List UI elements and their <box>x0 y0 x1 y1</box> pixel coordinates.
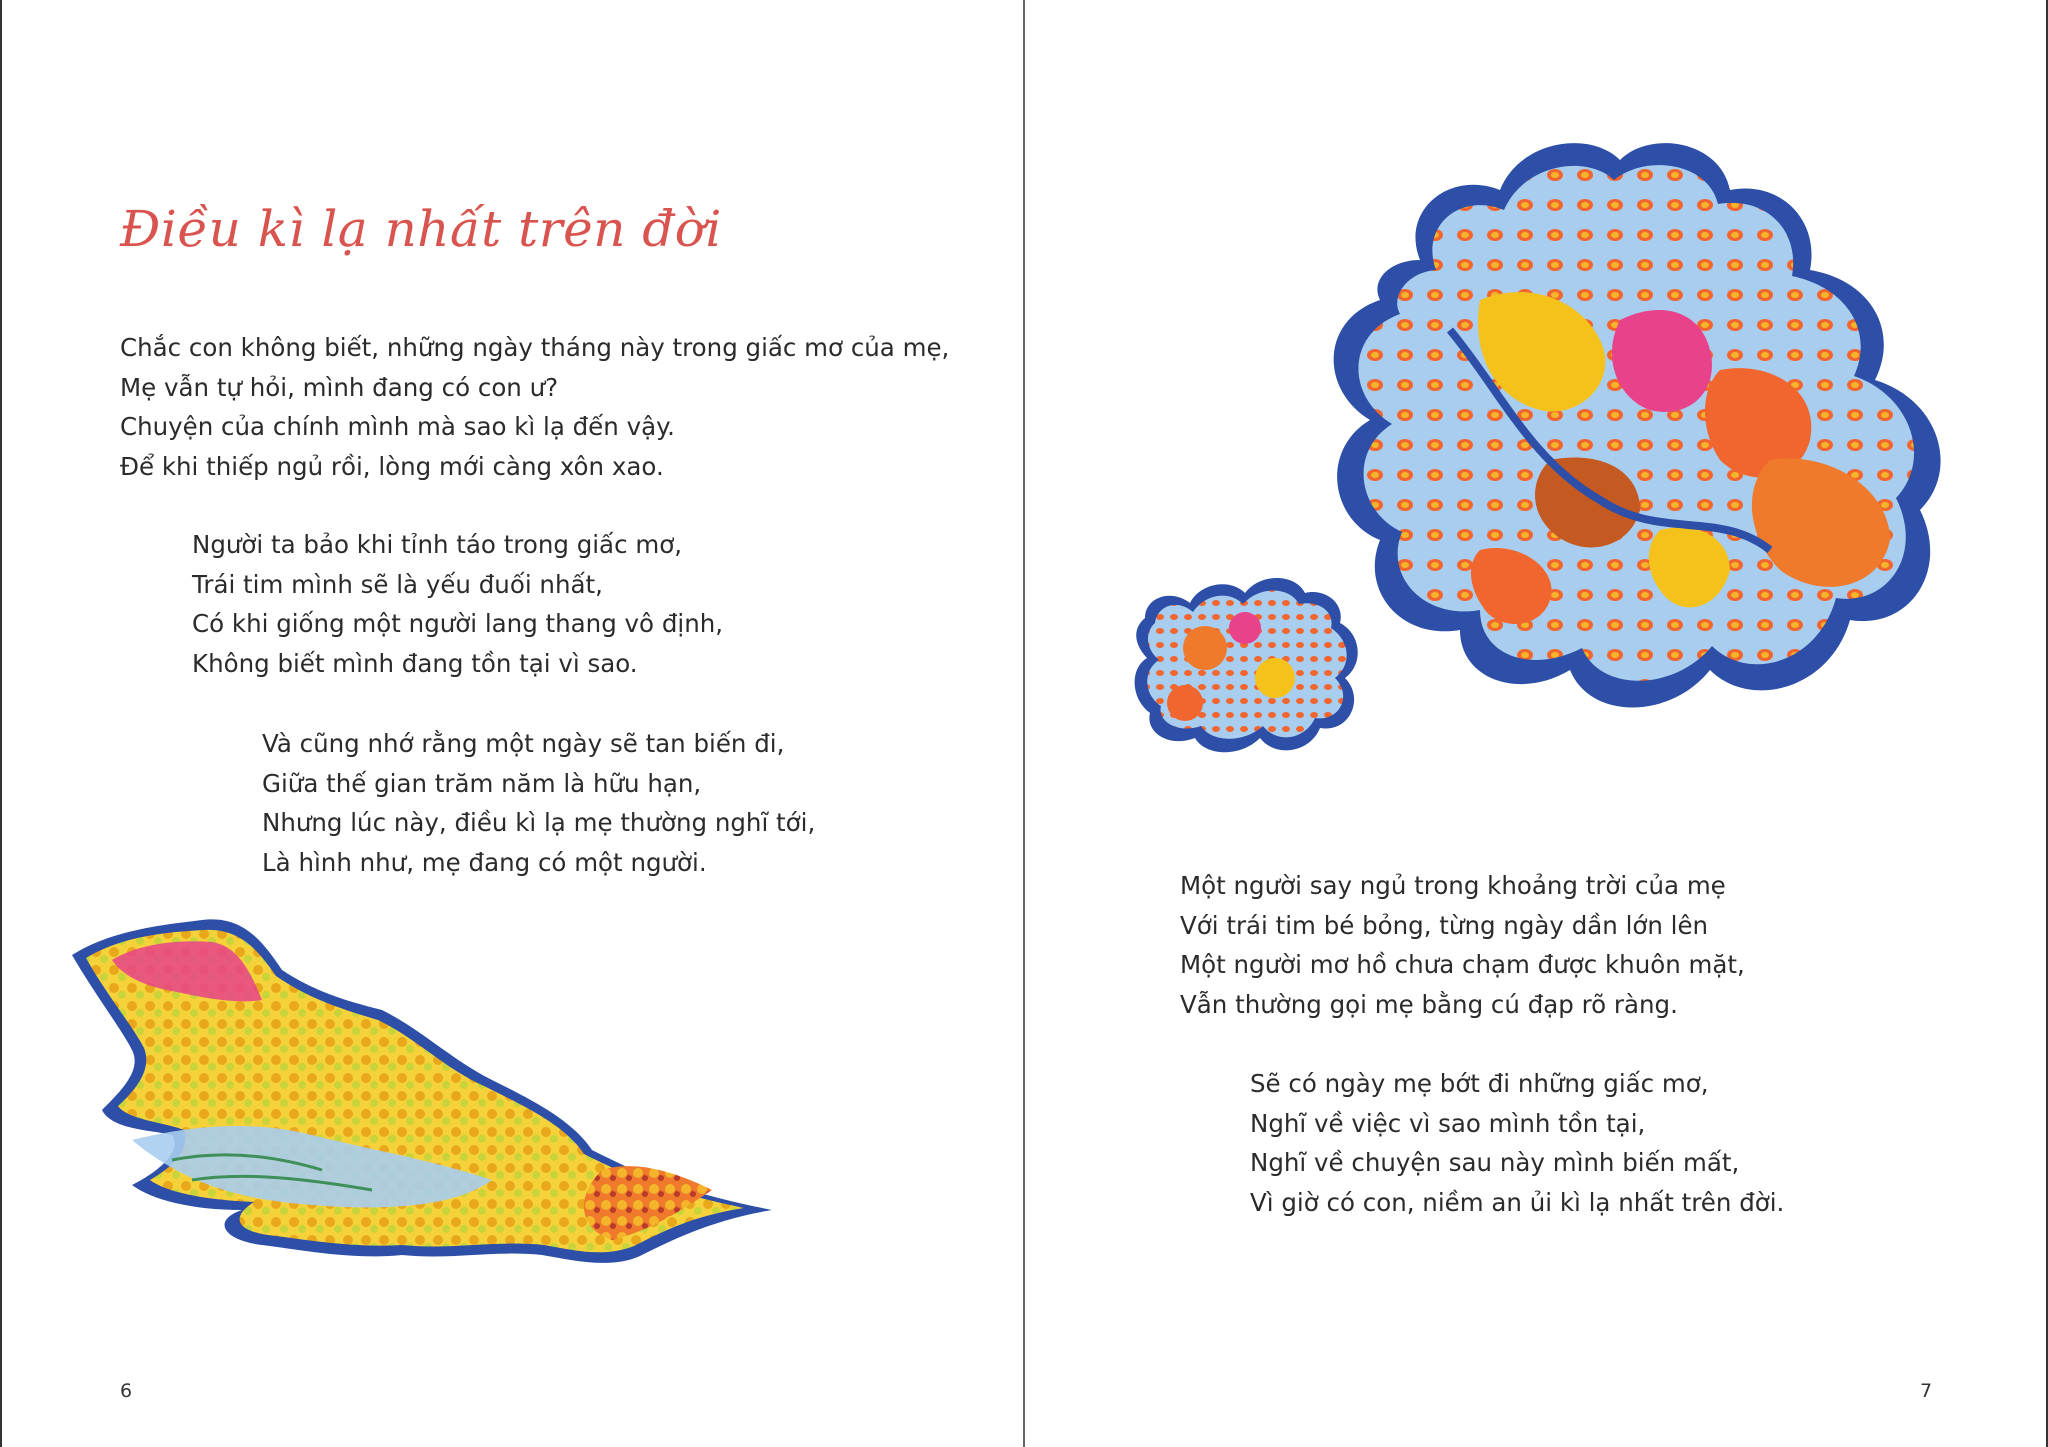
left-page <box>0 0 1023 1447</box>
left-stanza-2 <box>192 525 723 684</box>
poem-line: Người ta bảo khi tỉnh táo trong giấc mơ, <box>192 530 682 559</box>
poem-line: Vì giờ có con, niềm an ủi kì lạ nhất trên đời. <box>1250 1188 1785 1218</box>
right-page <box>1023 0 2048 1447</box>
poem-line: Trái tim mình sẽ là yếu đuối nhất, <box>192 569 603 599</box>
small-cloud-blob <box>1255 658 1295 698</box>
bird-illustration <box>72 910 782 1280</box>
small-cloud-blob <box>1229 612 1261 644</box>
poem-line: Nghĩ về chuyện sau này mình biến mất, <box>1250 1148 1740 1178</box>
poem-line: Chắc con không biết, những ngày tháng này trong giấc mơ của mẹ, <box>120 333 950 362</box>
poem-line: Không biết mình đang tồn tại vì sao. <box>192 649 638 679</box>
left-stanza-3 <box>262 724 815 883</box>
poem-line: Vẫn thường gọi mẹ bằng cú đạp rõ ràng. <box>1180 990 1678 1020</box>
poem-line: Một người mơ hồ chưa chạm được khuôn mặt, <box>1180 950 1745 980</box>
poem-title: Điều kì lạ nhất trên đời <box>120 200 722 258</box>
poem-line: Là hình như, mẹ đang có một người. <box>262 848 707 878</box>
poem-line: Mẹ vẫn tự hỏi, mình đang có con ư? <box>120 372 559 402</box>
small-cloud-blob <box>1183 626 1227 670</box>
left-stanza-1 <box>120 328 949 487</box>
large-cloud-fill <box>1358 165 1914 681</box>
poem-line: Để khi thiếp ngủ rồi, lòng mới càng xôn xao. <box>120 452 664 482</box>
right-stanza-1 <box>1180 866 1745 1025</box>
poem-line: Giữa thế gian trăm năm là hữu hạn, <box>262 768 702 798</box>
poem-line: Và cũng nhớ rằng một ngày sẽ tan biến đi, <box>262 729 785 758</box>
large-cloud-illustration <box>1300 130 1980 730</box>
page-number-right: 7 <box>1920 1380 1933 1402</box>
poem-line: Với trái tim bé bỏng, từng ngày dần lớn lên <box>1180 910 1709 940</box>
poem-line: Nghĩ về việc vì sao mình tồn tại, <box>1250 1108 1646 1138</box>
small-cloud-blob <box>1167 685 1203 721</box>
poem-line: Nhưng lúc này, điều kì lạ mẹ thường nghĩ tới, <box>262 808 816 838</box>
poem-line: Có khi giống một người lang thang vô định, <box>192 609 724 639</box>
right-stanza-2 <box>1250 1064 1784 1223</box>
poem-line: Chuyện của chính mình mà sao kì lạ đến vậy. <box>120 412 675 442</box>
page-number-left: 6 <box>120 1380 133 1402</box>
poem-line: Một người say ngủ trong khoảng trời của mẹ <box>1180 871 1726 900</box>
poem-line: Sẽ có ngày mẹ bớt đi những giấc mơ, <box>1250 1069 1709 1098</box>
